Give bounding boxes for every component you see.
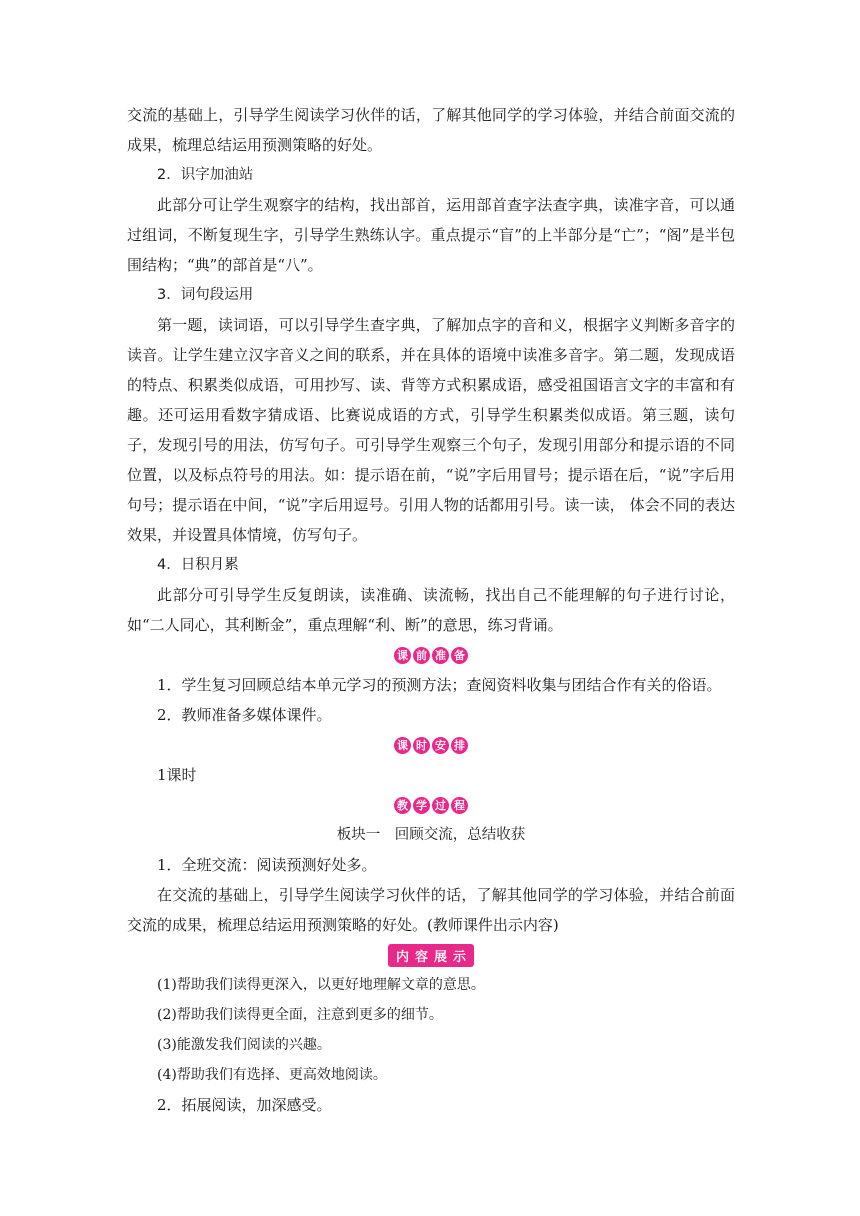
step-1: 1．全班交流：阅读预测好处多。 bbox=[157, 856, 377, 874]
badge-pre-class-prep bbox=[127, 640, 735, 670]
badge-teaching-process bbox=[127, 790, 735, 820]
badge-char: 课 bbox=[394, 737, 411, 754]
prep-item: 2．教师准备多媒体课件。 bbox=[157, 706, 332, 724]
prep-item: 1．学生复习回顾总结本单元学习的预测方法；查阅资料收集与团结合作有关的俗语。 bbox=[157, 676, 722, 694]
paragraph-intro: 交流的基础上，引导学生阅读学习伙伴的话，了解其他同学的学习体验，并结合前面交流的成果，梳理总结运用预测策略的好处。 bbox=[127, 106, 735, 154]
heading-daily-accumulation: 4．日积月累 bbox=[157, 557, 239, 573]
badge-char: 备 bbox=[451, 647, 468, 664]
badge-char: 安 bbox=[432, 737, 449, 754]
paragraph-literacy: 此部分可让学生观察字的结构，找出部首，运用部首查字法查字典，读准字音，可以通过组词，不断复现生字，引导学生熟练认字。重点提示“盲”的上半部分是“亡”；“阁”是半包围结构；“典”的部首是“八”。 bbox=[127, 196, 735, 274]
benefit-item: (2)帮助我们读得更全面，注意到更多的细节。 bbox=[157, 1007, 443, 1023]
badge-char: 排 bbox=[451, 737, 468, 754]
paragraph-daily-accumulation: 此部分可引导学生反复朗读，读准确、读流畅，找出自己不能理解的句子进行讨论，如“二人同心，其利断金”，重点理解“利、断”的意思，练习背诵。 bbox=[127, 586, 735, 634]
document-page bbox=[127, 100, 735, 1120]
badge-char: 教 bbox=[394, 797, 411, 814]
banner-char: 示 bbox=[453, 949, 467, 965]
heading-word-usage: 3．词句段运用 bbox=[157, 287, 254, 303]
badge-char: 前 bbox=[413, 647, 430, 664]
badge-char: 过 bbox=[432, 797, 449, 814]
banner-char: 展 bbox=[434, 949, 448, 965]
badge-char: 课 bbox=[394, 647, 411, 664]
benefit-item: (1)帮助我们读得更深入，以更好地理解文章的意思。 bbox=[157, 977, 485, 993]
badge-char: 学 bbox=[413, 797, 430, 814]
banner-char: 内 bbox=[395, 949, 409, 965]
heading-literacy-station: 2．识字加油站 bbox=[157, 167, 254, 183]
step-2: 2．拓展阅读，加深感受。 bbox=[157, 1096, 332, 1114]
content-display-banner bbox=[127, 940, 735, 970]
step-1-detail: 在交流的基础上，引导学生阅读学习伙伴的话，了解其他同学的学习体验，并结合前面交流的成果，梳理总结运用预测策略的好处。(教师课件出示内容) bbox=[127, 886, 735, 934]
paragraph-word-usage: 第一题，读词语，可以引导学生查字典，了解加点字的音和义，根据字义判断多音字的读音。让学生建立汉字音义之间的联系，并在具体的语境中读准多音字。第二题，发现成语的特点、积累类似成语，可用抄写、读、背等方式积累成语，感受祖国语言文字的丰富和有趣。还可运用看数字猜成语、比赛说成语的方式，引导学生积累类似成语。第三题，读句子，发现引号的用法，仿写句子。可引导学生观察三个句子，发现引用部分和提示语的不同位置，以及标点符号的用法。如：提示语在前，“说”字后用冒号；提示语在后，“说”字后用句号；提示语在中间，“说”字后用逗号。引用人物的话都用引号。读一读， 体会不同的表达效果，并设置具体情境，仿写句子。 bbox=[127, 316, 735, 544]
block-title: 板块一 回顾交流，总结收获 bbox=[336, 827, 526, 843]
schedule-text: 1课时 bbox=[157, 766, 197, 784]
badge-char: 时 bbox=[413, 737, 430, 754]
badge-char: 程 bbox=[451, 797, 468, 814]
benefit-item: (3)能激发我们阅读的兴趣。 bbox=[157, 1037, 331, 1053]
benefit-item: (4)帮助我们有选择、更高效地阅读。 bbox=[157, 1067, 387, 1083]
badge-schedule bbox=[127, 730, 735, 760]
badge-char: 准 bbox=[432, 647, 449, 664]
banner-char: 容 bbox=[414, 949, 428, 965]
